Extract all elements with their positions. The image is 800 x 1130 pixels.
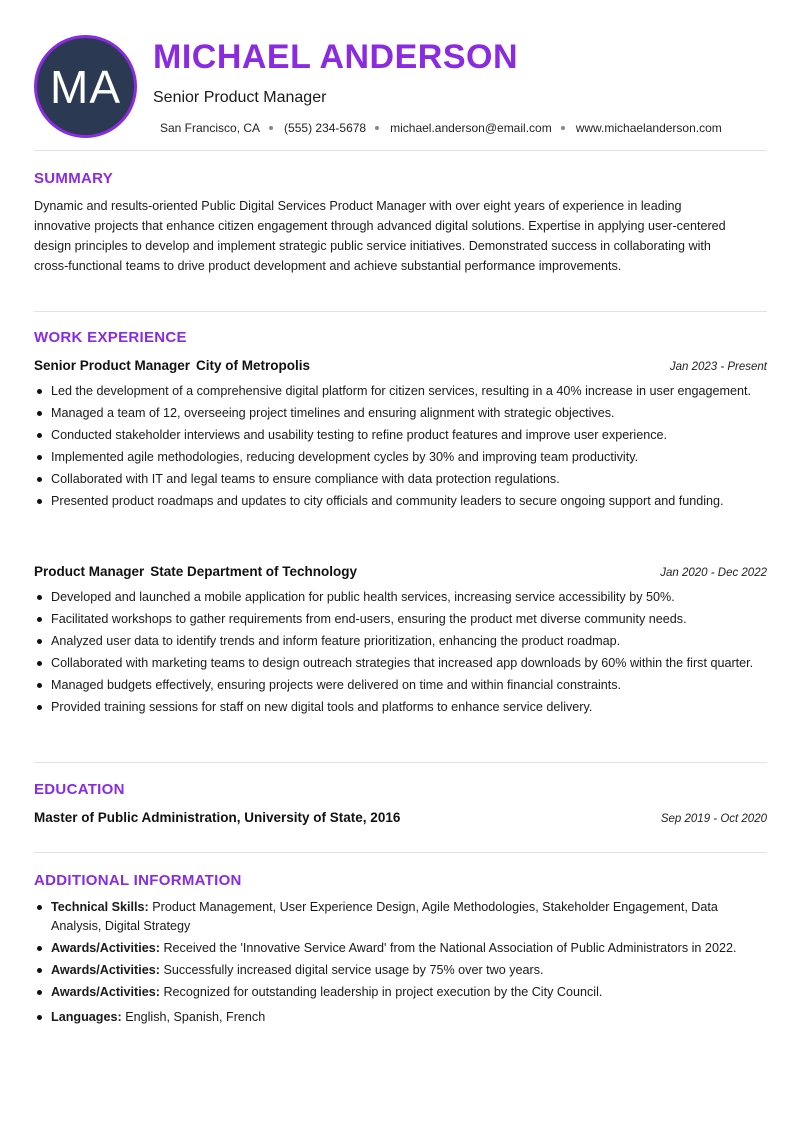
- job-bullets: [34, 588, 754, 720]
- list-item: [34, 1008, 754, 1027]
- item-text: Successfully increased digital service usage by 75% over two years.: [163, 963, 544, 977]
- list-item: Presented product roadmaps and updates to city officials and community leaders to secure ongoing support and funding.: [34, 492, 754, 511]
- job-org: State Department of Technology: [150, 564, 358, 579]
- section-divider: [34, 852, 767, 853]
- education-heading: EDUCATION: [34, 781, 125, 798]
- section-divider: [34, 311, 767, 312]
- item-label: Languages:: [51, 1010, 122, 1024]
- job-role: Senior Product Manager: [34, 358, 191, 373]
- additional-heading: ADDITIONAL INFORMATION: [34, 872, 242, 889]
- item-text: Recognized for outstanding leadership in project execution by the City Council.: [163, 985, 603, 999]
- job-org: City of Metropolis: [196, 358, 311, 373]
- job-title-line: [34, 564, 357, 579]
- section-divider: [34, 762, 767, 763]
- contact-email[interactable]: michael.anderson@email.com: [390, 121, 552, 135]
- list-item: Facilitated workshops to gather requirements from end-users, ensuring the product met diverse community needs.: [34, 610, 754, 629]
- education-entry: [34, 810, 767, 825]
- list-item: Provided training sessions for staff on new digital tools and platforms to enhance service delivery.: [34, 698, 754, 717]
- separator-dot-icon: [561, 126, 565, 130]
- experience-heading: WORK EXPERIENCE: [34, 329, 187, 346]
- contact-website[interactable]: www.michaelanderson.com: [575, 121, 722, 135]
- contact-location: San Francisco, CA: [160, 121, 261, 135]
- job-dates: Jan 2020 - Dec 2022: [660, 567, 767, 579]
- additional-list: [34, 898, 754, 1030]
- separator-dot-icon: [375, 126, 379, 130]
- section-divider: [34, 150, 767, 151]
- list-item: [34, 898, 754, 936]
- candidate-name: MICHAEL ANDERSON: [153, 38, 519, 76]
- job-bullets: [34, 382, 754, 514]
- list-item: [34, 983, 754, 1002]
- contact-phone: (555) 234-5678: [284, 121, 367, 135]
- item-label: Awards/Activities:: [51, 941, 160, 955]
- list-item: Collaborated with marketing teams to design outreach strategies that increased app downloads by 60% within the first quarter.: [34, 654, 754, 673]
- item-text: English, Spanish, French: [125, 1010, 266, 1024]
- item-label: Technical Skills:: [51, 900, 149, 914]
- contact-line: [160, 121, 722, 135]
- item-label: Awards/Activities:: [51, 985, 160, 999]
- job-role: Product Manager: [34, 564, 145, 579]
- list-item: [34, 961, 754, 980]
- education-dates: Sep 2019 - Oct 2020: [660, 813, 767, 825]
- education-degree: Master of Public Administration, University of State, 2016: [34, 810, 401, 825]
- job-header: [34, 564, 767, 579]
- separator-dot-icon: [269, 126, 273, 130]
- job-dates: Jan 2023 - Present: [669, 361, 767, 373]
- candidate-title: Senior Product Manager: [153, 89, 327, 106]
- list-item: Conducted stakeholder interviews and usability testing to refine product features and improve user experience.: [34, 426, 754, 445]
- list-item: [34, 939, 754, 958]
- list-item: Managed a team of 12, overseeing project timelines and ensuring alignment with strategic objectives.: [34, 404, 754, 423]
- list-item: Managed budgets effectively, ensuring projects were delivered on time and within financial constraints.: [34, 676, 754, 695]
- list-item: Collaborated with IT and legal teams to ensure compliance with data protection regulations.: [34, 470, 754, 489]
- avatar: [34, 35, 137, 138]
- item-text: Product Management, User Experience Design, Agile Methodologies, Stakeholder Engagement, Data Analysis, Digital Strategy: [51, 900, 718, 933]
- list-item: Developed and launched a mobile application for public health services, increasing service accessibility by 50%.: [34, 588, 754, 607]
- item-label: Awards/Activities:: [51, 963, 160, 977]
- list-item: Led the development of a comprehensive digital platform for citizen services, resulting in a 40% increase in user engagement.: [34, 382, 754, 401]
- job-title-line: [34, 358, 310, 373]
- list-item: Implemented agile methodologies, reducing development cycles by 30% and improving team productivity.: [34, 448, 754, 467]
- item-text: Received the 'Innovative Service Award' from the National Association of Public Administrators in 2022.: [163, 941, 737, 955]
- summary-heading: SUMMARY: [34, 170, 114, 187]
- job-header: [34, 358, 767, 373]
- avatar-initials: MA: [50, 60, 121, 113]
- list-item: Analyzed user data to identify trends and inform feature prioritization, enhancing the product roadmap.: [34, 632, 754, 651]
- summary-text: Dynamic and results-oriented Public Digital Services Product Manager with over eight years of experience in leading innovative projects that enhance citizen engagement through advanced digital solutions. Expertise in applying user-centered design principles to develop and implement strategic public service initiatives. Demonstrated success in collaborating with cross-functional teams to drive product development and achieve substantial performance improvements.: [34, 199, 726, 273]
